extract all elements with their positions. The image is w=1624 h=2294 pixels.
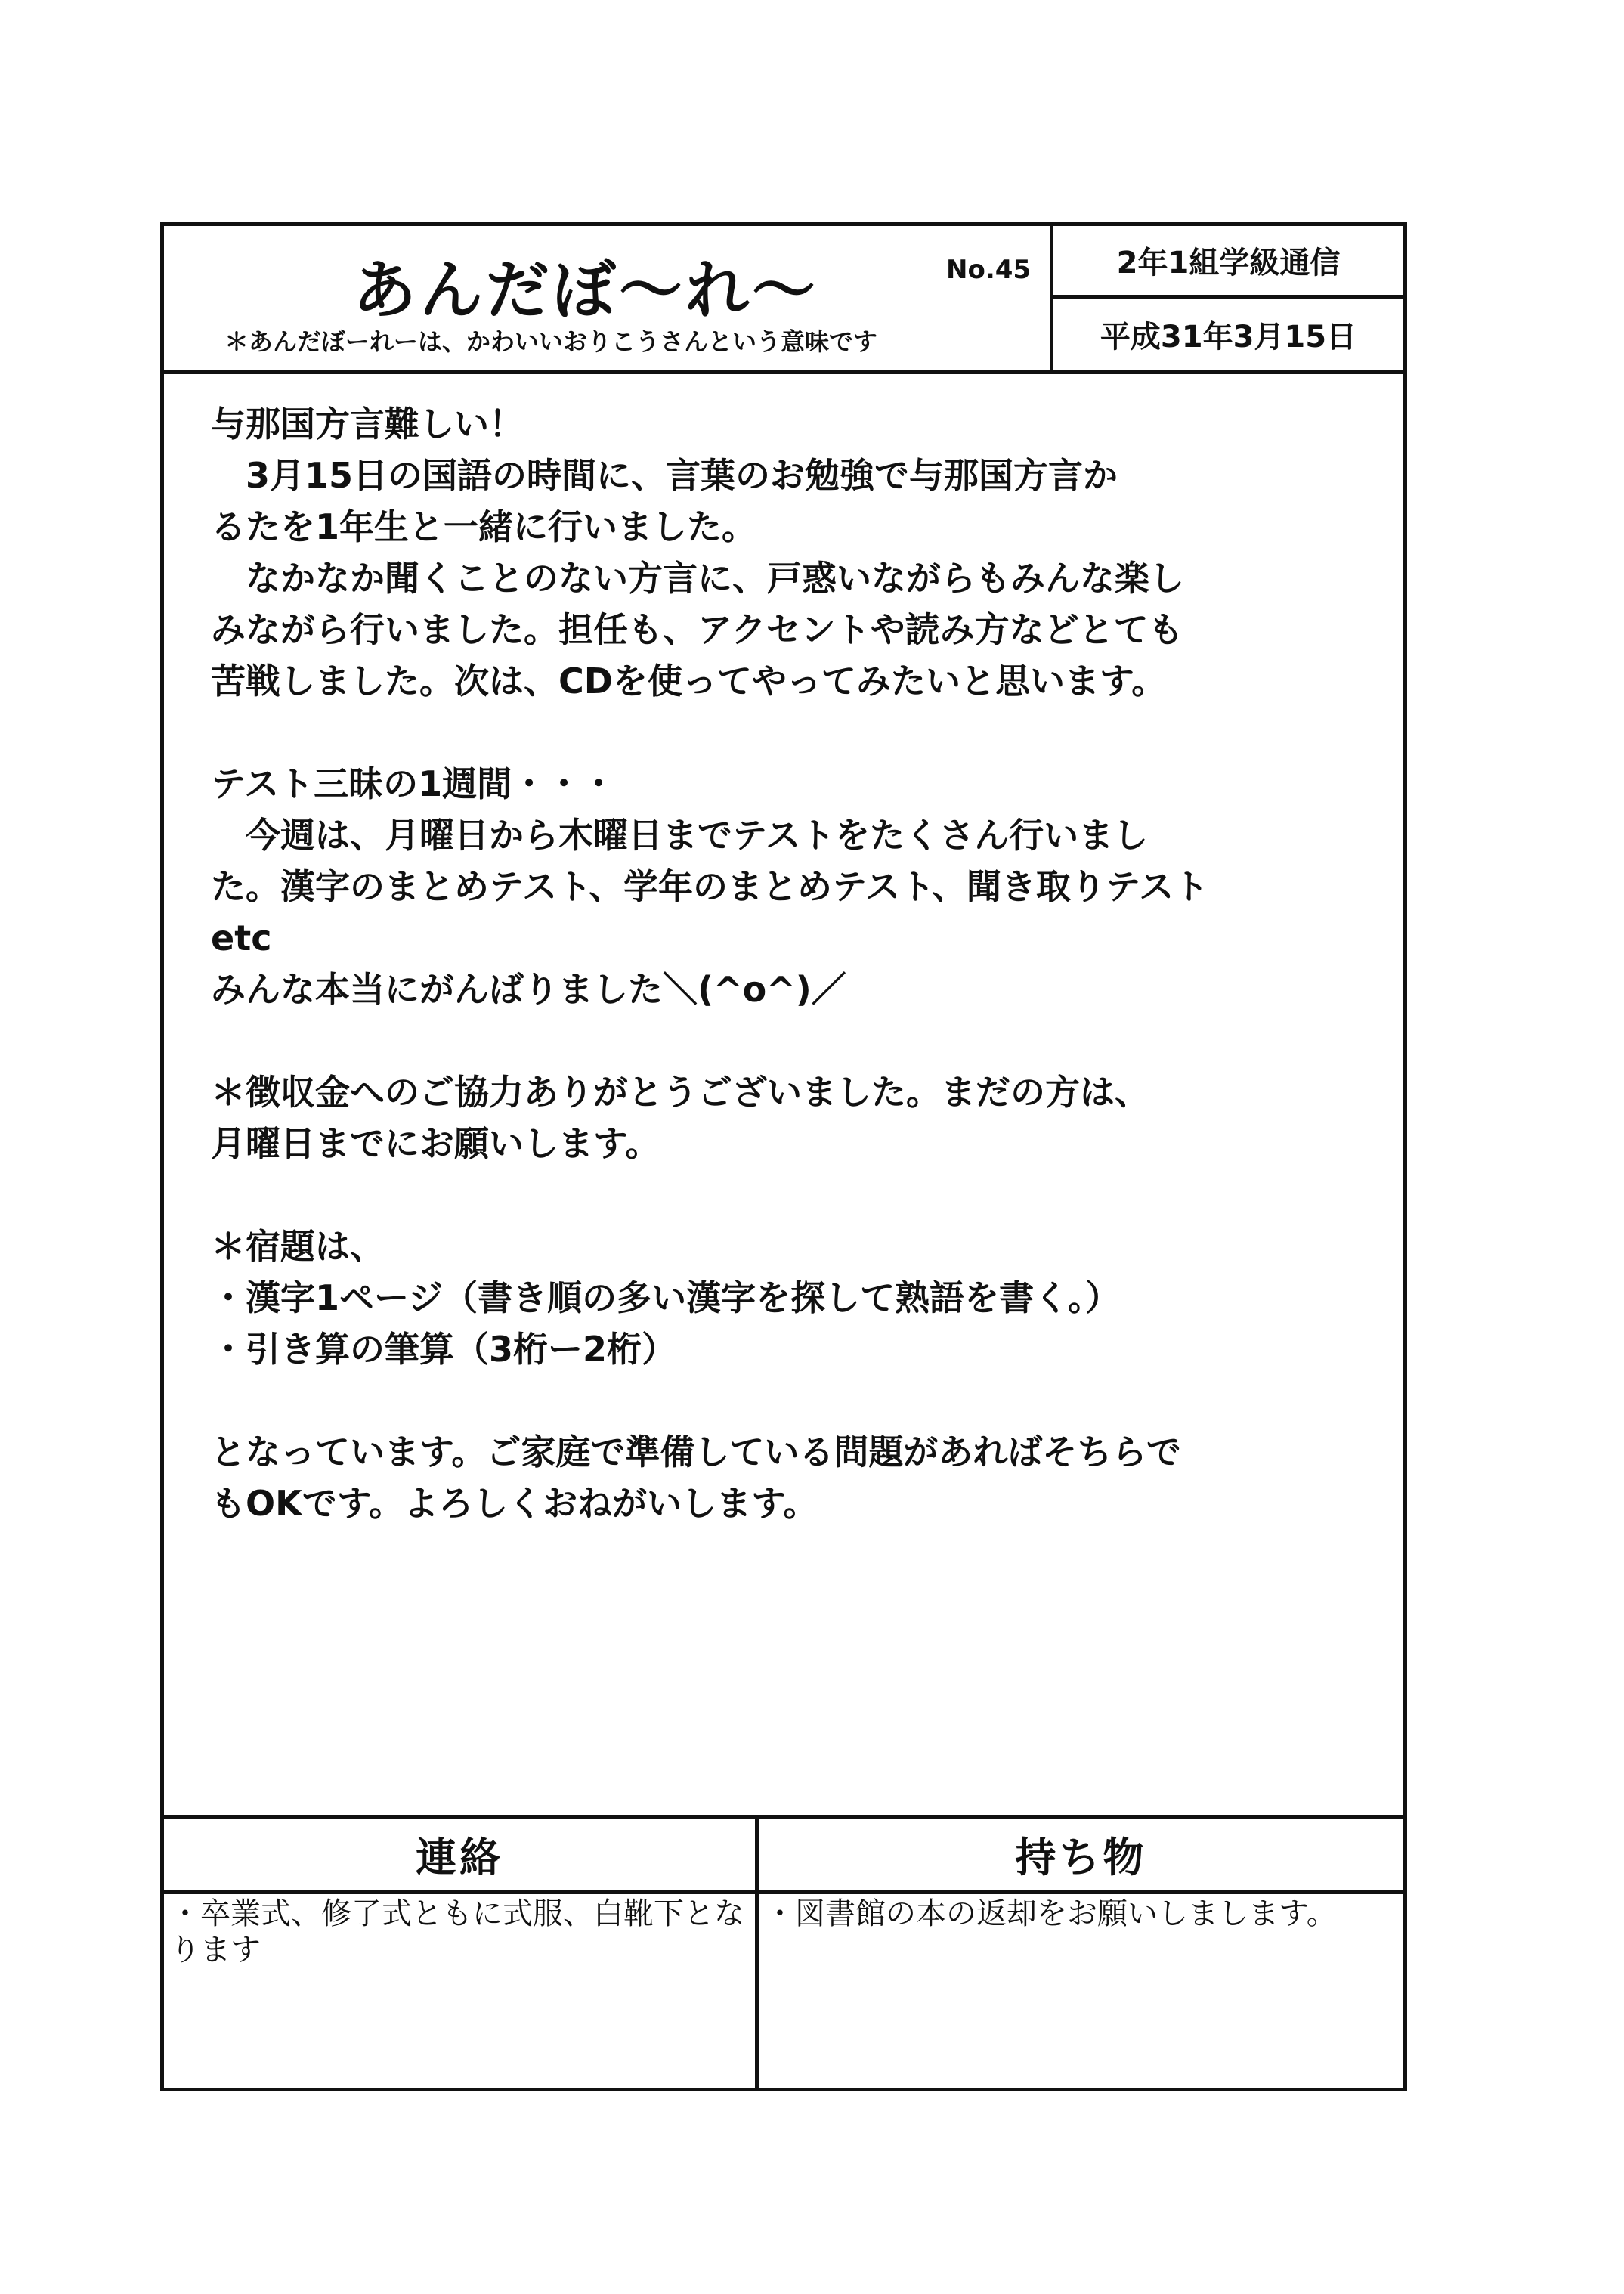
body-line: 月曜日までにお願いします。 — [211, 1123, 660, 1164]
body-line: テスト三昧の1週間・・・ — [211, 763, 617, 804]
body-line: となっています。ご家庭で準備している問題があればそちらで — [211, 1432, 1181, 1472]
body-line: 3月15日の国語の時間に、言葉のお勉強で与那国方言か — [211, 455, 1118, 496]
body-line: みんな本当にがんばりました＼(^o^)／ — [211, 969, 846, 1010]
body-line: ・漢字1ページ（書き順の多い漢字を探して熟語を書く。） — [211, 1277, 1121, 1318]
body-line: 苦戦しました。次は、CDを使ってやってみたいと思います。 — [211, 661, 1167, 701]
issue-date: 平成31年3月15日 — [1100, 320, 1357, 354]
body-line: た。漢字のまとめテスト、学年のまとめテスト、聞き取りテスト — [211, 866, 1209, 907]
blank-line — [211, 1015, 1375, 1067]
title-explanation: ＊あんだぼーれーは、かわいいおりこうさんという意味です — [224, 327, 878, 356]
contact-heading: 連絡 — [164, 1819, 755, 1894]
body-line: etc — [211, 918, 272, 958]
contact-text: ・卒業式、修了式ともに式服、白靴下となります — [170, 1896, 744, 1967]
newsletter-sheet — [160, 222, 1407, 2091]
newsletter-body — [211, 398, 1375, 1529]
items-column — [759, 1819, 1403, 2088]
body-line: もOKです。よろしくおねがいします。 — [211, 1483, 818, 1524]
body-line: ・引き算の筆算（3桁ー2桁） — [211, 1329, 677, 1370]
body-line: ＊徴収金へのご協力ありがとうございました。まだの方は、 — [211, 1072, 1149, 1113]
body-line: ＊宿題は、 — [211, 1226, 385, 1267]
blank-line — [211, 707, 1375, 758]
blank-line — [211, 1375, 1375, 1426]
items-text: ・図書館の本の返却をお願いしまします。 — [765, 1896, 1337, 1931]
footer-table — [164, 1815, 1403, 2088]
body-line: 今週は、月曜日から木曜日までテストをたくさん行いまし — [211, 815, 1149, 856]
blank-line — [211, 1169, 1375, 1221]
body-line: るたを1年生と一緒に行いました。 — [211, 506, 757, 547]
contact-column — [164, 1819, 759, 2088]
items-heading: 持ち物 — [759, 1819, 1403, 1894]
issue-number: No.45 — [946, 255, 1032, 285]
newsletter-header — [164, 226, 1403, 374]
meta-block — [1053, 226, 1403, 370]
title-block — [164, 226, 1053, 370]
newsletter-title: あんだぼ〜れ〜 — [353, 253, 819, 327]
body-line: なかなか聞くことのない方言に、戸惑いながらもみんな楽し — [211, 558, 1184, 599]
body-line: みながら行いました。担任も、アクセントや読み方などとても — [211, 609, 1183, 650]
class-name: 2年1組学級通信 — [1053, 226, 1403, 299]
body-line: 与那国方言難しい！ — [211, 404, 524, 444]
